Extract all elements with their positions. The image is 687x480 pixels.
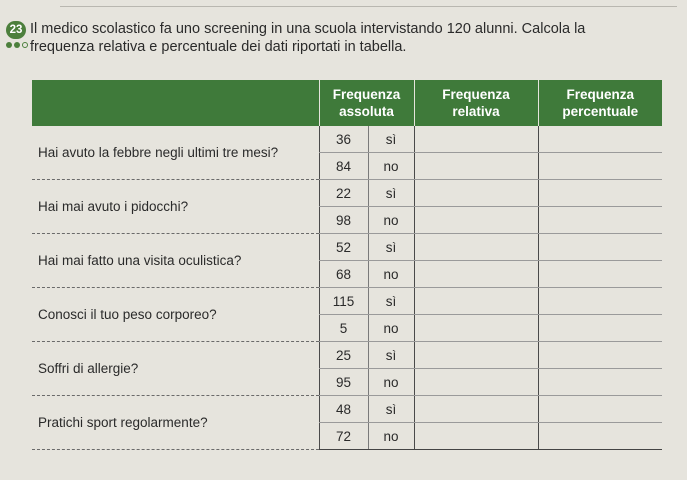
relative-frequency-yes-cell[interactable] — [414, 288, 538, 315]
header-relative-frequency: Frequenza relativa — [414, 80, 538, 126]
question-cell: Pratichi sport regolarmente? — [32, 396, 319, 450]
exercise-text-line-1: Il medico scolastico fa uno screening in una scuola intervistando 120 alunni. Calcola la — [30, 21, 586, 37]
exercise-statement — [6, 20, 676, 56]
no-count-cell: 84 — [319, 153, 368, 180]
difficulty-dots-icon — [6, 42, 28, 48]
no-count-cell: 68 — [319, 261, 368, 288]
relative-frequency-no-cell[interactable] — [414, 315, 538, 342]
percentage-frequency-no-cell[interactable] — [538, 315, 662, 342]
percentage-frequency-no-cell[interactable] — [538, 207, 662, 234]
yes-label-cell: sì — [368, 396, 414, 423]
table-row — [32, 180, 662, 207]
percentage-frequency-yes-cell[interactable] — [538, 288, 662, 315]
no-count-cell: 5 — [319, 315, 368, 342]
relative-frequency-yes-cell[interactable] — [414, 342, 538, 369]
yes-count-cell: 52 — [319, 234, 368, 261]
percentage-frequency-no-cell[interactable] — [538, 369, 662, 396]
relative-frequency-no-cell[interactable] — [414, 369, 538, 396]
relative-frequency-yes-cell[interactable] — [414, 126, 538, 153]
yes-count-cell: 48 — [319, 396, 368, 423]
question-cell: Hai mai fatto una visita oculistica? — [32, 234, 319, 288]
table-row — [32, 234, 662, 261]
header-question — [32, 80, 319, 126]
exercise-number-badge: 23 — [6, 21, 26, 39]
question-cell: Conosci il tuo peso corporeo? — [32, 288, 319, 342]
percentage-frequency-no-cell[interactable] — [538, 423, 662, 450]
yes-count-cell: 36 — [319, 126, 368, 153]
question-cell: Soffri di allergie? — [32, 342, 319, 396]
relative-frequency-no-cell[interactable] — [414, 153, 538, 180]
no-label-cell: no — [368, 369, 414, 396]
percentage-frequency-yes-cell[interactable] — [538, 180, 662, 207]
exercise-text-line-2: frequenza relativa e percentuale dei dati riportati in tabella. — [30, 39, 407, 55]
yes-label-cell: sì — [368, 288, 414, 315]
percentage-frequency-no-cell[interactable] — [538, 153, 662, 180]
percentage-frequency-yes-cell[interactable] — [538, 396, 662, 423]
table-header-row — [32, 80, 662, 126]
question-cell: Hai avuto la febbre negli ultimi tre mesi? — [32, 126, 319, 180]
table-row — [32, 342, 662, 369]
yes-label-cell: sì — [368, 342, 414, 369]
frequency-table — [32, 80, 662, 450]
relative-frequency-yes-cell[interactable] — [414, 180, 538, 207]
relative-frequency-yes-cell[interactable] — [414, 396, 538, 423]
table-row — [32, 126, 662, 153]
percentage-frequency-yes-cell[interactable] — [538, 126, 662, 153]
yes-count-cell: 115 — [319, 288, 368, 315]
no-label-cell: no — [368, 153, 414, 180]
yes-count-cell: 25 — [319, 342, 368, 369]
no-label-cell: no — [368, 423, 414, 450]
question-cell: Hai mai avuto i pidocchi? — [32, 180, 319, 234]
relative-frequency-yes-cell[interactable] — [414, 234, 538, 261]
no-count-cell: 95 — [319, 369, 368, 396]
yes-count-cell: 22 — [319, 180, 368, 207]
table-row — [32, 396, 662, 423]
no-label-cell: no — [368, 315, 414, 342]
relative-frequency-no-cell[interactable] — [414, 261, 538, 288]
header-percentage-frequency: Frequenza percentuale — [538, 80, 662, 126]
percentage-frequency-no-cell[interactable] — [538, 261, 662, 288]
header-absolute-frequency: Frequenza assoluta — [319, 80, 414, 126]
percentage-frequency-yes-cell[interactable] — [538, 342, 662, 369]
no-label-cell: no — [368, 207, 414, 234]
top-divider — [60, 6, 677, 7]
yes-label-cell: sì — [368, 180, 414, 207]
yes-label-cell: sì — [368, 126, 414, 153]
relative-frequency-no-cell[interactable] — [414, 423, 538, 450]
relative-frequency-no-cell[interactable] — [414, 207, 538, 234]
percentage-frequency-yes-cell[interactable] — [538, 234, 662, 261]
no-count-cell: 98 — [319, 207, 368, 234]
yes-label-cell: sì — [368, 234, 414, 261]
no-count-cell: 72 — [319, 423, 368, 450]
table-row — [32, 288, 662, 315]
no-label-cell: no — [368, 261, 414, 288]
